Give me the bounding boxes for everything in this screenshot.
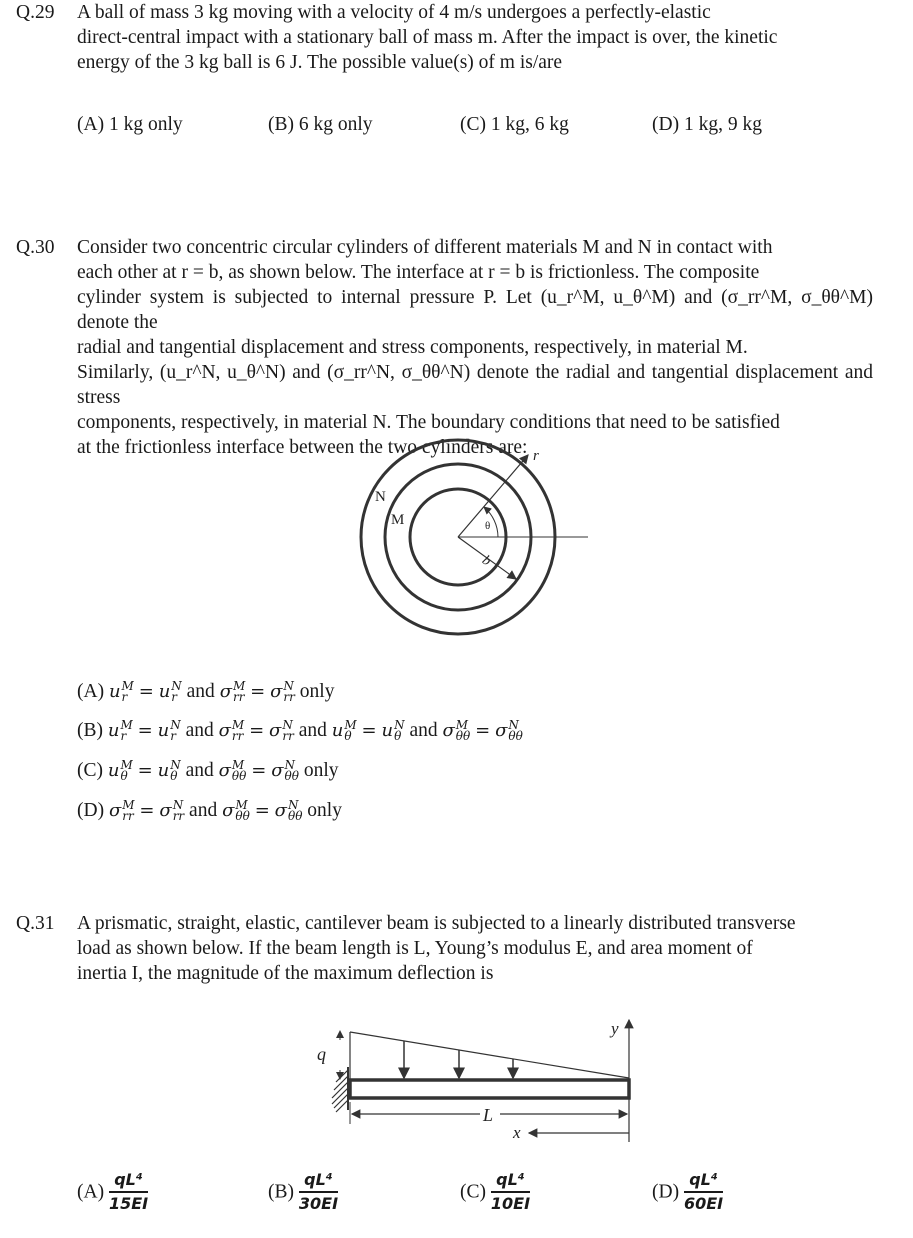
- label-n: N: [375, 489, 386, 505]
- question-line: radial and tangential displacement and stress components, respectively, in material M.: [77, 337, 748, 358]
- question-line: each other at r = b, as shown below. The interface at r = b is frictionless. The composite: [77, 262, 760, 283]
- question-line: components, respectively, in material N. The boundary conditions that need to be satisfied: [77, 412, 780, 433]
- question-text: [77, 235, 873, 460]
- question-line: A ball of mass 3 kg moving with a velocity of 4 m/s undergoes a perfectly-elastic: [77, 2, 711, 23]
- question-number: Q.31: [16, 913, 55, 934]
- question-number: Q.29: [16, 2, 55, 23]
- label-y: y: [611, 1019, 619, 1038]
- label-l: L: [483, 1105, 494, 1125]
- label-m: M: [391, 512, 405, 528]
- option-c[interactable]: (C) $\frac{\text{qL⁴}}{10EI}$: [460, 1170, 531, 1213]
- question-line: Consider two concentric circular cylinders of different materials M and N in contact with: [77, 237, 773, 258]
- option-c[interactable]: (C) u M θ = u N θ and σ M θθ = σ N θθ only: [77, 757, 339, 783]
- label-q: q: [317, 1044, 326, 1064]
- fraction: $\frac{\text{qL⁴}}{10EI}$: [490, 1170, 531, 1213]
- label-x: x: [513, 1123, 521, 1142]
- option-a[interactable]: (A) u M r = u N r and σ M rr = σ N rr only: [77, 678, 335, 704]
- question-line: A prismatic, straight, elastic, cantilever beam is subjected to a linearly distributed transverse: [77, 913, 796, 934]
- fraction: $\frac{\text{qL⁴}}{30EI}$: [298, 1170, 339, 1213]
- option-b[interactable]: (B) 6 kg only: [268, 114, 373, 135]
- question-line: energy of the 3 kg ball is 6 J. The possible value(s) of m is/are: [77, 52, 563, 73]
- question-line: inertia I, the magnitude of the maximum deflection is: [77, 963, 494, 984]
- option-a[interactable]: (A) $\frac{\text{qL⁴}}{15EI}$: [77, 1170, 149, 1213]
- option-b[interactable]: (B) $\frac{\text{qL⁴}}{30EI}$: [268, 1170, 339, 1213]
- question-line: cylinder system is subjected to internal pressure P. Let (u_r^M, u_θ^M) and (σ_rr^M, σ_θθ^M) denote the: [77, 287, 873, 333]
- load-top-line: [350, 1032, 629, 1078]
- question-text: [77, 911, 873, 986]
- question-line: load as shown below. If the beam length is L, Young’s modulus E, and area moment of: [77, 938, 753, 959]
- question-line: at the frictionless interface between the two cylinders are:: [77, 437, 528, 458]
- concentric-cylinders-figure: [350, 435, 600, 640]
- option-a[interactable]: (A) 1 kg only: [77, 114, 183, 135]
- question-line: direct-central impact with a stationary ball of mass m. After the impact is over, the kinetic: [77, 27, 778, 48]
- label-b: b: [479, 552, 494, 570]
- question-number: Q.30: [16, 237, 55, 258]
- question-text: [77, 0, 873, 75]
- option-c[interactable]: (C) 1 kg, 6 kg: [460, 114, 569, 135]
- fraction: $\frac{\text{qL⁴}}{15EI}$: [108, 1170, 149, 1213]
- option-b[interactable]: (B) u M r = u N r and σ M rr = σ N rr and u M θ = u N θ and σ M θθ = σ N θθ: [77, 717, 523, 743]
- question-line: Similarly, (u_r^N, u_θ^N) and (σ_rr^N, σ_θθ^N) denote the radial and tangential displacement and stress: [77, 362, 873, 408]
- option-d[interactable]: (D) σ M rr = σ N rr and σ M θθ = σ N θθ only: [77, 797, 342, 823]
- label-theta: θ: [485, 520, 491, 532]
- fraction: $\frac{\text{qL⁴}}{60EI}$: [683, 1170, 724, 1213]
- option-d[interactable]: (D) 1 kg, 9 kg: [652, 114, 762, 135]
- label-r: r: [533, 448, 539, 464]
- cantilever-beam-figure: [300, 1012, 650, 1147]
- option-d[interactable]: (D) $\frac{\text{qL⁴}}{60EI}$: [652, 1170, 724, 1213]
- beam: [350, 1080, 629, 1098]
